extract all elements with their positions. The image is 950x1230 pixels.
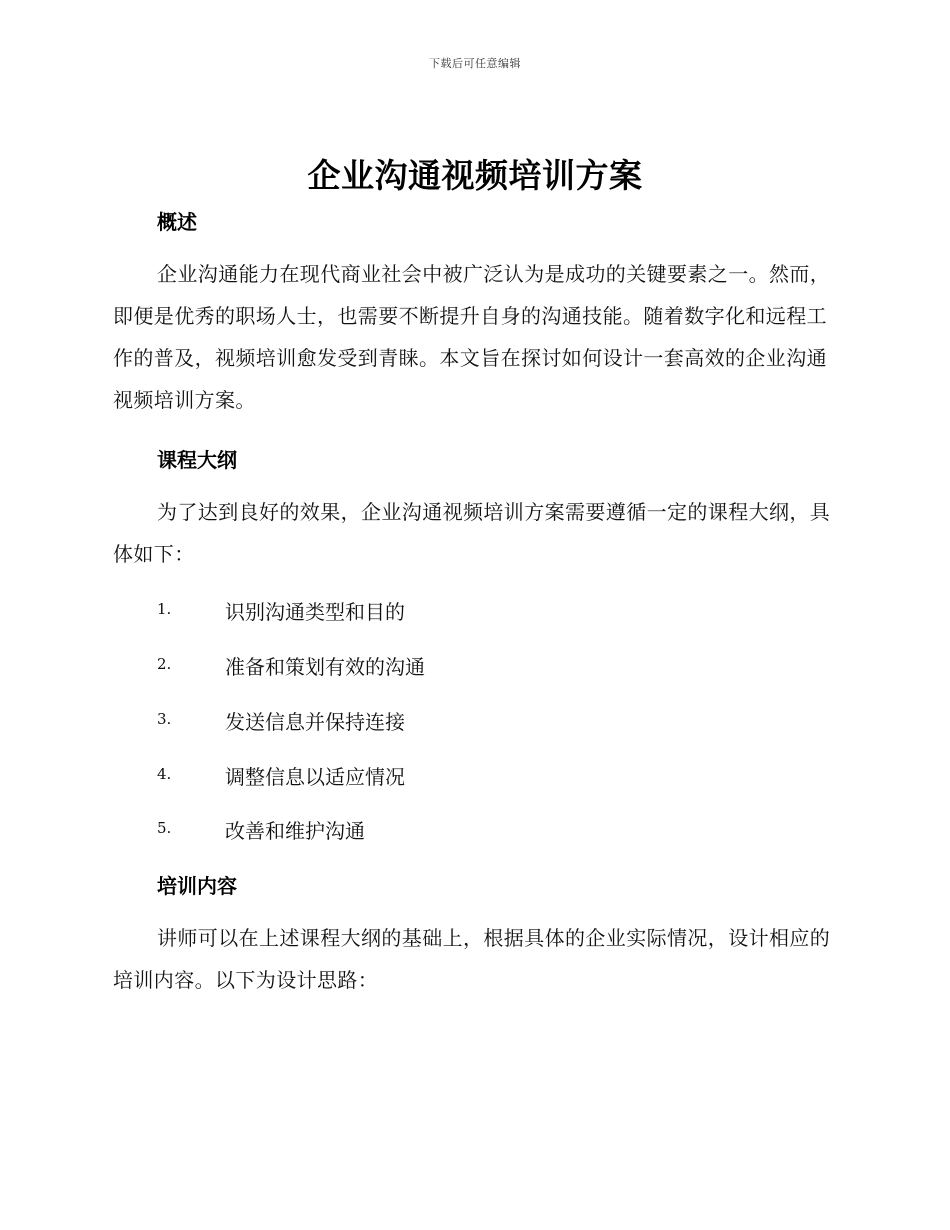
document-title: 企业沟通视频培训方案 <box>307 156 643 195</box>
training-content-paragraph: 讲师可以在上述课程大纲的基础上，根据具体的企业实际情况，设计相应的培训内容。以下为设计思路： <box>113 926 831 992</box>
list-item-text: 调整信息以适应情况 <box>225 765 405 789</box>
list-item-number: 1. <box>157 600 172 618</box>
section-heading-outline: 课程大纲 <box>157 448 237 472</box>
list-item-number: 4. <box>157 765 172 783</box>
outline-paragraph: 为了达到良好的效果，企业沟通视频培训方案需要遵循一定的课程大纲，具体如下： <box>113 500 831 566</box>
list-item-text: 改善和维护沟通 <box>225 819 365 843</box>
list-item-number: 3. <box>157 710 172 728</box>
section-heading-training-content: 培训内容 <box>157 874 237 898</box>
list-item-text: 发送信息并保持连接 <box>225 710 405 734</box>
list-item-text: 准备和策划有效的沟通 <box>225 655 425 679</box>
list-item-number: 5. <box>157 819 172 837</box>
list-item-text: 识别沟通类型和目的 <box>225 600 405 624</box>
section-heading-overview: 概述 <box>157 210 197 234</box>
overview-paragraph: 企业沟通能力在现代商业社会中被广泛认为是成功的关键要素之一。然而，即便是优秀的职场人士，也需要不断提升自身的沟通技能。随着数字化和远程工作的普及，视频培训愈发受到青睐。本文旨在探讨如何设计一套高效的企业沟通视频培训方案。 <box>113 262 831 412</box>
header-note: 下载后可任意编辑 <box>429 57 521 70</box>
list-item-number: 2. <box>157 655 172 673</box>
